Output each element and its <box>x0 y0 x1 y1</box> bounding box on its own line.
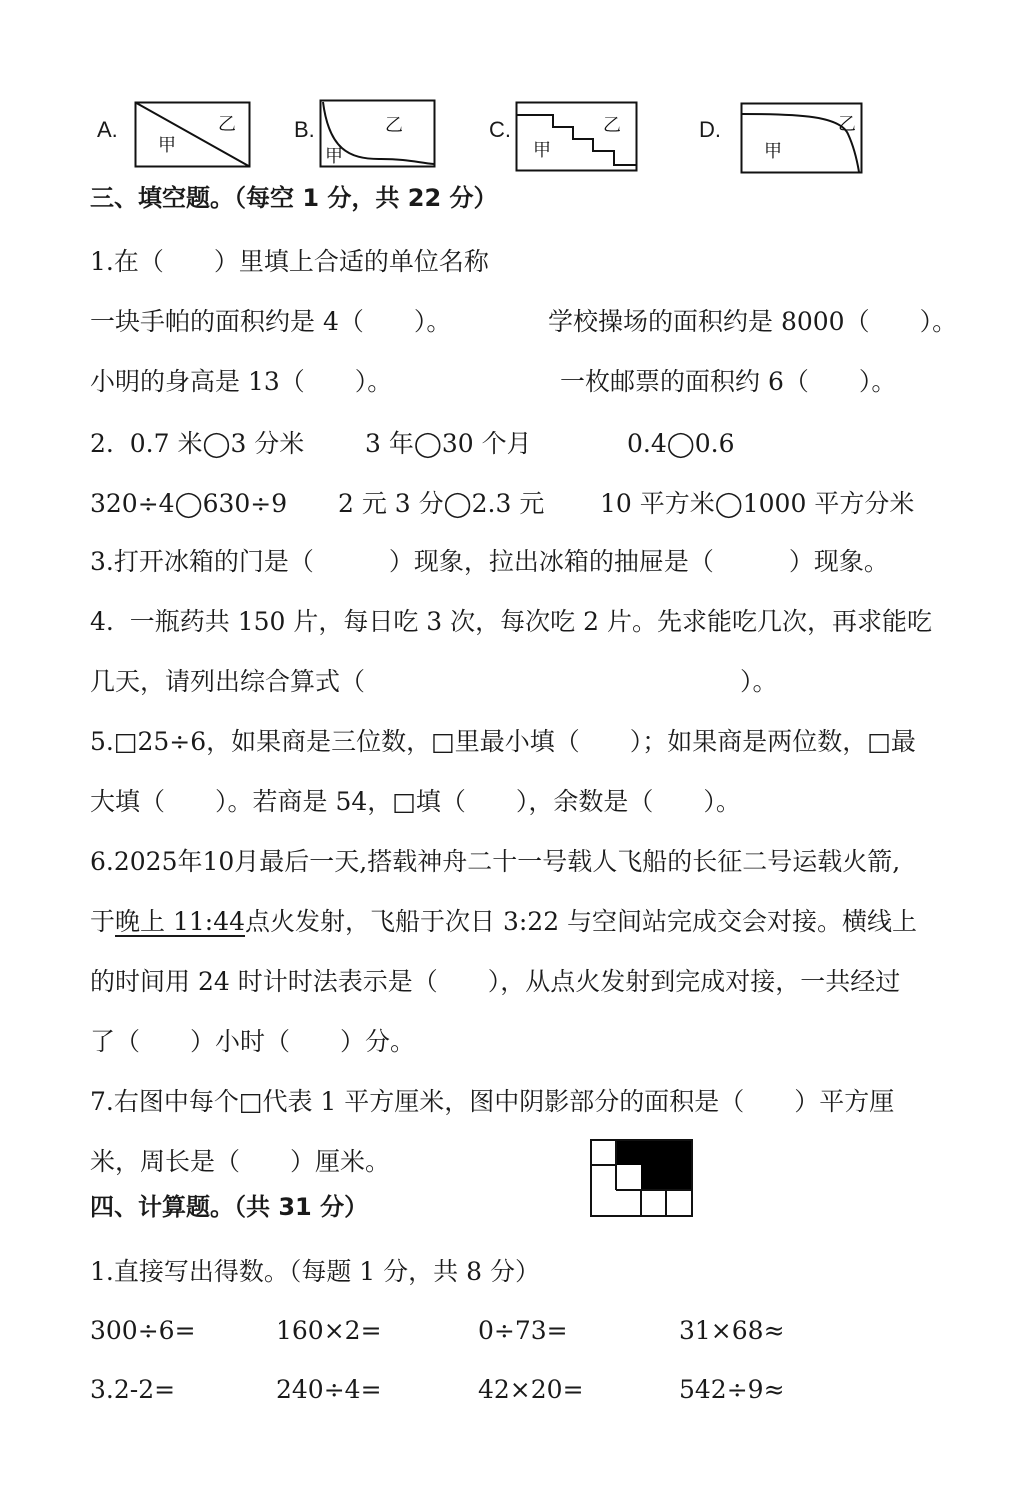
calc-r2c2[interactable]: 240÷4= <box>276 1375 382 1404</box>
q2-row1-item2[interactable] <box>365 428 532 460</box>
compare-circle[interactable]: ◯ <box>443 489 472 518</box>
option-a-jia: 甲 <box>158 135 176 156</box>
option-a-figure[interactable] <box>134 101 254 169</box>
calc-r2c3[interactable]: 42×20= <box>478 1375 584 1404</box>
q2-r1-left: 3 年 <box>365 429 414 458</box>
compare-circle[interactable]: ◯ <box>666 429 695 458</box>
q1-item-b[interactable]: 学校操场的面积约是 8000（ ）。 <box>548 307 958 336</box>
q4-line1: 4. 一瓶药共 150 片，每日吃 3 次，每次吃 2 片。先求能吃几次，再求能吃 <box>90 607 932 636</box>
q6-line4[interactable]: 了（ ）小时（ ）分。 <box>90 1027 416 1056</box>
option-b-jia: 甲 <box>325 146 343 167</box>
q2-r2-left: 2 元 3 分 <box>338 489 444 518</box>
section-3-title: 三、填空题。（每空 1 分，共 22 分） <box>90 184 498 212</box>
q1-item-a[interactable]: 一块手帕的面积约是 4（ ）。 <box>90 307 452 336</box>
q6-line1: 6.2025年10月最后一天,搭载神舟二十一号载人飞船的长征二号运载火箭, <box>90 847 901 876</box>
calc-r2c4[interactable]: 542÷9≈ <box>679 1375 785 1404</box>
q4-line2[interactable]: 几天，请列出综合算式（ ）。 <box>90 667 778 696</box>
option-b-label[interactable]: B. <box>294 117 315 142</box>
option-b-yi: 乙 <box>385 115 403 136</box>
option-d-label[interactable]: D. <box>699 117 721 142</box>
option-c-figure[interactable] <box>515 101 640 173</box>
q2-row1-item1[interactable] <box>90 428 304 460</box>
option-a-label[interactable]: A. <box>97 117 118 142</box>
section-4-title: 四、计算题。（共 31 分） <box>90 1193 369 1221</box>
compare-circle[interactable]: ◯ <box>174 489 203 518</box>
q6-line2-start: 于 <box>90 907 116 936</box>
calc-r1c4[interactable]: 31×68≈ <box>679 1316 785 1345</box>
q1-item-c[interactable]: 小明的身高是 13（ ）。 <box>90 367 393 396</box>
option-c-jia: 甲 <box>533 140 551 161</box>
q7-line1[interactable]: 7.右图中每个□代表 1 平方厘米，图中阴影部分的面积是（ ）平方厘 <box>90 1087 895 1116</box>
q3-text[interactable]: 3.打开冰箱的门是（ ）现象，拉出冰箱的抽屉是（ ）现象。 <box>90 547 889 576</box>
q2-row1-item3[interactable] <box>627 428 735 460</box>
q6-underlined-time: 晚上 11:44 <box>115 907 246 936</box>
q7-line2[interactable]: 米，周长是（ ）厘米。 <box>90 1147 391 1176</box>
option-c-label[interactable]: C. <box>489 117 511 142</box>
q2-r1-right: 3 分米 <box>230 429 305 458</box>
q6-line3[interactable]: 的时间用 24 时计时法表示是（ ），从点火发射到完成对接，一共经过 <box>90 967 901 996</box>
q5-line1[interactable]: 5.□25÷6，如果商是三位数，□里最小填（ ）；如果商是两位数，□最 <box>90 727 916 756</box>
calc-r1c1[interactable]: 300÷6= <box>90 1316 196 1345</box>
option-d-figure[interactable] <box>740 102 865 175</box>
calc-r2c1[interactable]: 3.2-2= <box>90 1375 176 1404</box>
q2-r1-left: 0.4 <box>627 429 667 458</box>
q6-line2-end: 点火发射，飞船于次日 3:22 与空间站完成交会对接。横线上 <box>245 907 918 936</box>
q2-r2-left: 320÷4 <box>90 489 175 518</box>
q5-line2[interactable]: 大填（ ）。若商是 54，□填（ ），余数是（ ）。 <box>90 787 741 816</box>
calc-q1-stem: 1.直接写出得数。（每题 1 分，共 8 分） <box>90 1257 540 1286</box>
q6-line2 <box>90 906 917 938</box>
option-d-yi: 乙 <box>838 114 856 135</box>
q2-r2-left: 10 平方米 <box>600 489 715 518</box>
option-c-yi: 乙 <box>603 115 621 136</box>
q2-row2-item1[interactable] <box>90 488 287 520</box>
q1-item-d[interactable]: 一枚邮票的面积约 6（ ）。 <box>560 367 897 396</box>
q2-r1-left: 2. 0.7 米 <box>90 429 203 458</box>
q1-stem: 1.在（ ）里填上合适的单位名称 <box>90 247 489 276</box>
calc-r1c3[interactable]: 0÷73= <box>478 1316 568 1345</box>
q2-r2-right: 2.3 元 <box>471 489 545 518</box>
option-b-figure[interactable] <box>319 99 439 169</box>
q2-row2-item2[interactable] <box>338 488 544 520</box>
q2-r2-right: 1000 平方分米 <box>742 489 915 518</box>
compare-circle[interactable]: ◯ <box>202 429 231 458</box>
q2-row2-item3[interactable] <box>600 488 914 520</box>
q2-r2-right: 630÷9 <box>202 489 288 518</box>
q2-r1-right: 30 个月 <box>441 429 532 458</box>
calc-r1c2[interactable]: 160×2= <box>276 1316 382 1345</box>
option-d-jia: 甲 <box>764 141 782 162</box>
q7-grid-figure <box>590 1139 694 1219</box>
q2-r1-right: 0.6 <box>694 429 735 458</box>
option-a-yi: 乙 <box>218 114 236 135</box>
compare-circle[interactable]: ◯ <box>413 429 442 458</box>
compare-circle[interactable]: ◯ <box>714 489 743 518</box>
